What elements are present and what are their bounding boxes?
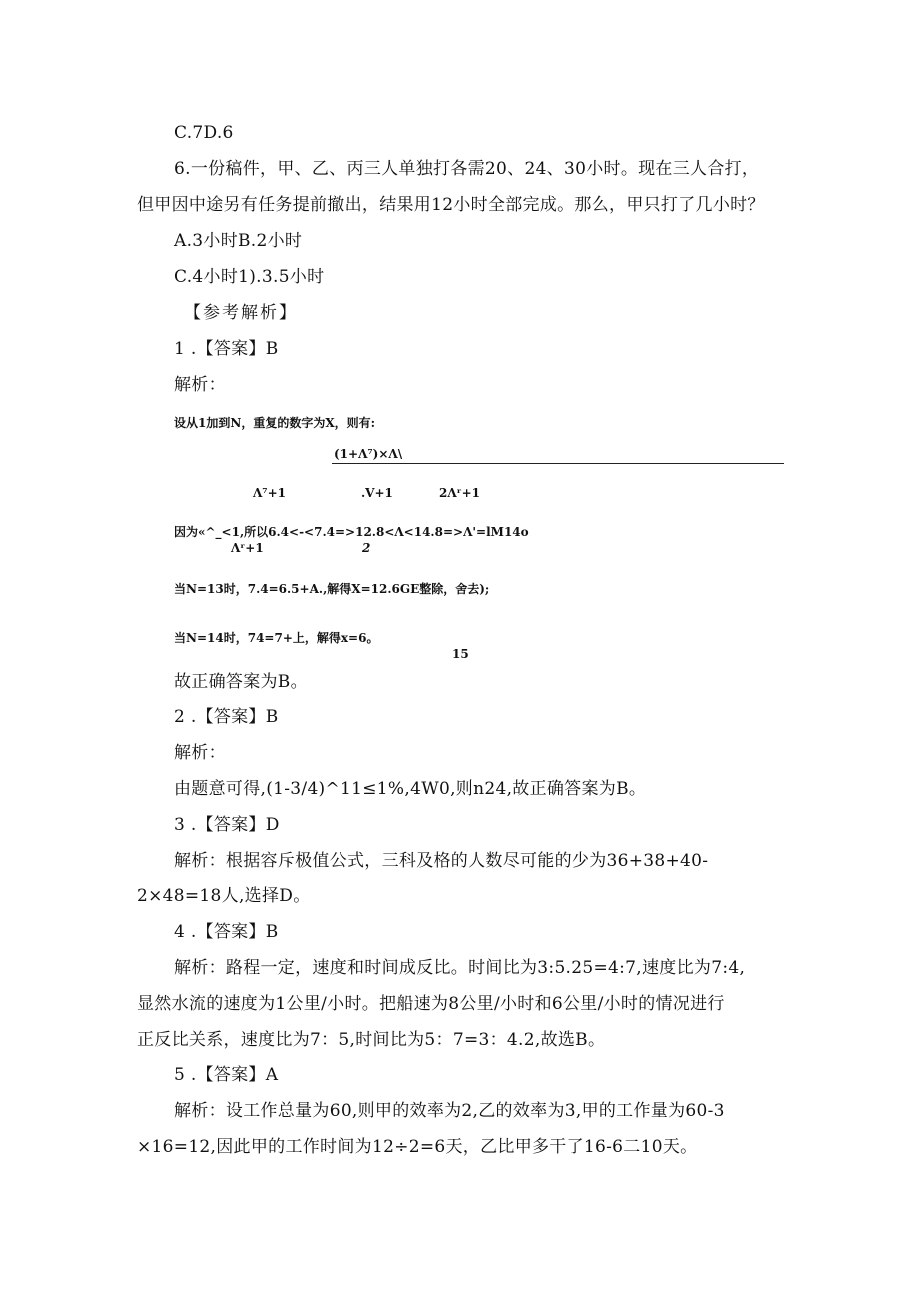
s5-answer: 5 .【答案】A	[174, 1065, 279, 1085]
q6-options-ab: A.3小时B.2小时	[174, 231, 303, 251]
q5-options-cd: C.7D.6	[174, 123, 234, 143]
s1-case-13: 当N=13时，7.4=6.5+A.,解得X=12.6GE整除，舍去);	[174, 582, 490, 596]
s2-answer: 2 .【答案】B	[174, 707, 279, 727]
q6-stem-line-1: 6.一份稿件，甲、乙、丙三人单独打各需20、24、30小时。现在三人合打，	[174, 159, 760, 179]
s4-answer: 4 .【答案】B	[174, 922, 279, 942]
s1-case-14: 当N=14时，74=7+上，解得x=6。	[174, 631, 379, 645]
q6-options-cd: C.4小时1).3.5小时	[174, 267, 325, 287]
s2-text: 由题意可得,(1-3/4)^11≤1%,4W0,则n24,故正确答案为B。	[174, 779, 647, 799]
s1-formula-top: (1+Λ⁷)×Λ\	[334, 447, 403, 461]
fraction-bar	[332, 463, 784, 464]
s3-answer: 3 .【答案】D	[174, 815, 280, 835]
s1-because-sub-b: 2	[362, 541, 371, 555]
q6-stem-line-2: 但甲因中途另有任务提前撤出，结果用12小时全部完成。那么，甲只打了几小时？	[137, 195, 765, 215]
s5-line-2: ×16=12,因此甲的工作时间为12÷2=6天，乙比甲多干了16-6二10天。	[137, 1137, 698, 1157]
s1-because-sub-a: Λʳ+1	[231, 541, 264, 555]
s4-line-1: 解析：路程一定，速度和时间成反比。时间比为3:5.25=4:7,速度比为7:4,	[174, 958, 746, 978]
s4-line-2: 显然水流的速度为1公里/小时。把船速为8公里/小时和6公里/小时的情况进行	[137, 994, 725, 1014]
s1-case-14-sub: 15	[452, 647, 469, 661]
solutions-heading: 【参考解析】	[184, 303, 298, 323]
s4-line-3: 正反比关系，速度比为7：5,时间比为5：7=3：4.2,故选B。	[137, 1030, 606, 1050]
s1-formula-denominator-c: 2Λʳ+1	[439, 486, 481, 500]
s1-conclusion: 故正确答案为B。	[174, 672, 308, 692]
s1-answer: 1 .【答案】B	[174, 339, 279, 359]
s2-label: 解析：	[174, 743, 226, 763]
s1-because-line: 因为«^_<1,所以6.4<-<7.4=>12.8<Λ<14.8=>Λ'=lM14o	[174, 525, 529, 539]
s5-line-1: 解析：设工作总量为60,则甲的效率为2,乙的效率为3,甲的工作量为60-3	[174, 1101, 725, 1121]
s1-formula-denominator-b: .V+1	[361, 486, 393, 500]
s1-formula-denominator-a: Λ⁷+1	[253, 486, 286, 500]
s3-line-2: 2×48=18人,选择D。	[137, 886, 311, 906]
s1-label: 解析：	[174, 375, 226, 395]
s1-intro: 设从1加到N，重复的数字为X，则有:	[174, 416, 376, 430]
s3-line-1: 解析：根据容斥极值公式，三科及格的人数尽可能的少为36+38+40-	[174, 851, 709, 871]
